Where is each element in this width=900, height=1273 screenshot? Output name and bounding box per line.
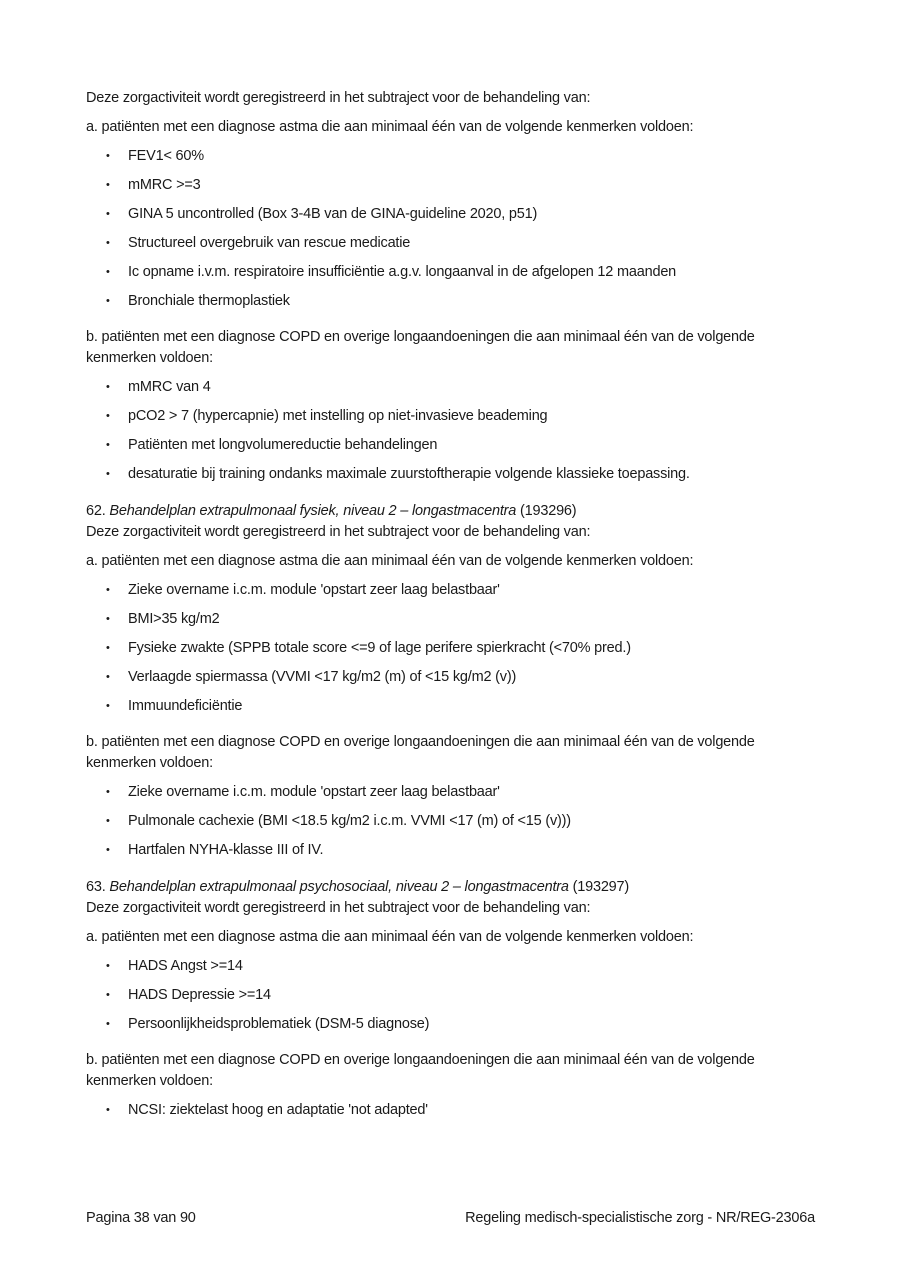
bullet-icon: • [106,295,110,307]
bullet-icon: • [106,989,110,1001]
registered-line: Deze zorgactiviteit wordt geregistreerd in het subtraject voor de behandeling van: [86,900,591,916]
copd-criteria-header [86,1050,824,1092]
bullet-icon: • [106,844,110,856]
list-item-text: Pulmonale cachexie (BMI <18.5 kg/m2 i.c.m. VVMI <17 (m) of <15 (v))) [128,813,571,829]
list-item-text: pCO2 > 7 (hypercapnie) met instelling op niet-invasieve beademing [128,408,548,424]
bullet-icon: • [106,410,110,422]
copd-criteria-header [86,732,824,774]
copd-criteria-header-line2: kenmerken voldoen: [86,755,213,771]
list-item-text: mMRC >=3 [128,177,201,193]
list-item [86,638,824,659]
registered-line: Deze zorgactiviteit wordt geregistreerd in het subtraject voor de behandeling van: [86,90,591,106]
list-item [86,985,824,1006]
astma-criteria-list [86,146,824,312]
astma-criteria-header: a. patiënten met een diagnose astma die aan minimaal één van de volgende kenmerken voldoen: [86,119,694,135]
list-item-text: Fysieke zwakte (SPPB totale score <=9 of lage perifere spierkracht (<70% pred.) [128,640,631,656]
bullet-icon: • [106,1104,110,1116]
list-item [86,1100,824,1121]
list-item [86,609,824,630]
astma-criteria-list [86,580,824,717]
list-item-text: Ic opname i.v.m. respiratoire insufficiëntie a.g.v. longaanval in de afgelopen 12 maanden [128,264,677,280]
copd-criteria-header-line1: b. patiënten met een diagnose COPD en overige longaandoeningen die aan minimaal één van de volgende [86,1052,755,1068]
section-number: 63. [86,879,110,895]
bullet-icon: • [106,150,110,162]
list-item [86,435,824,456]
section-code: (193297) [568,879,630,895]
list-item [86,262,824,283]
list-item-text: Hartfalen NYHA-klasse III of IV. [128,842,324,858]
list-item-text: Immuundeficiëntie [128,698,243,714]
list-item-text: desaturatie bij training ondanks maximale zuurstoftherapie volgende klassieke toepassing. [128,466,690,482]
bullet-icon: • [106,208,110,220]
list-item [86,580,824,601]
bullet-icon: • [106,468,110,480]
copd-criteria-list [86,1100,824,1121]
list-item [86,406,824,427]
list-item-text: Structureel overgebruik van rescue medicatie [128,235,411,251]
copd-criteria-header-line1: b. patiënten met een diagnose COPD en overige longaandoeningen die aan minimaal één van de volgende [86,329,755,345]
list-item-text: FEV1< 60% [128,148,204,164]
list-item-text: HADS Angst >=14 [128,958,243,974]
astma-criteria-list [86,956,824,1035]
list-item-text: Verlaagde spiermassa (VVMI <17 kg/m2 (m) of <15 kg/m2 (v)) [128,669,517,685]
bullet-icon: • [106,700,110,712]
bullet-icon: • [106,960,110,972]
page-number: Pagina 38 van 90 [86,1210,196,1226]
copd-criteria-header [86,327,824,369]
section-heading-63 [86,877,824,898]
list-item [86,146,824,167]
copd-criteria-list [86,377,824,485]
bullet-icon: • [106,439,110,451]
list-item [86,840,824,861]
list-item-text: NCSI: ziektelast hoog en adaptatie 'not adapted' [128,1102,428,1118]
section-title: Behandelplan extrapulmonaal fysiek, niveau 2 – longastmacentra [109,503,517,519]
list-item-text: mMRC van 4 [128,379,211,395]
list-item [86,291,824,312]
list-item [86,782,824,803]
document-reference: Regeling medisch-specialistische zorg - NR/REG-2306a [465,1210,815,1226]
bullet-icon: • [106,381,110,393]
list-item-text: Zieke overname i.c.m. module 'opstart zeer laag belastbaar' [128,582,500,598]
list-item [86,204,824,225]
section-title: Behandelplan extrapulmonaal psychosociaal, niveau 2 – longastmacentra [109,879,569,895]
bullet-icon: • [106,266,110,278]
bullet-icon: • [106,671,110,683]
bullet-icon: • [106,815,110,827]
bullet-icon: • [106,613,110,625]
list-item [86,1014,824,1035]
copd-criteria-header-line2: kenmerken voldoen: [86,1073,213,1089]
list-item-text: HADS Depressie >=14 [128,987,271,1003]
list-item-text: Zieke overname i.c.m. module 'opstart zeer laag belastbaar' [128,784,500,800]
list-item [86,667,824,688]
list-item [86,811,824,832]
list-item [86,956,824,977]
copd-criteria-header-line2: kenmerken voldoen: [86,350,213,366]
astma-criteria-header: a. patiënten met een diagnose astma die aan minimaal één van de volgende kenmerken voldoen: [86,929,694,945]
list-item-text: BMI>35 kg/m2 [128,611,220,627]
bullet-icon: • [106,1018,110,1030]
list-item [86,175,824,196]
section-number: 62. [86,503,110,519]
list-item [86,464,824,485]
list-item-text: Patiënten met longvolumereductie behandelingen [128,437,438,453]
bullet-icon: • [106,179,110,191]
copd-criteria-list [86,782,824,861]
bullet-icon: • [106,786,110,798]
list-item [86,233,824,254]
astma-criteria-header: a. patiënten met een diagnose astma die aan minimaal één van de volgende kenmerken voldoen: [86,553,694,569]
bullet-icon: • [106,642,110,654]
page-footer [86,1208,815,1229]
list-item-text: GINA 5 uncontrolled (Box 3-4B van de GINA-guideline 2020, p51) [128,206,538,222]
list-item [86,696,824,717]
bullet-icon: • [106,584,110,596]
section-code: (193296) [516,503,577,519]
copd-criteria-header-line1: b. patiënten met een diagnose COPD en overige longaandoeningen die aan minimaal één van de volgende [86,734,755,750]
list-item-text: Bronchiale thermoplastiek [128,293,290,309]
list-item [86,377,824,398]
list-item-text: Persoonlijkheidsproblematiek (DSM-5 diagnose) [128,1016,430,1032]
registered-line: Deze zorgactiviteit wordt geregistreerd in het subtraject voor de behandeling van: [86,524,591,540]
bullet-icon: • [106,237,110,249]
section-heading-62 [86,501,824,522]
